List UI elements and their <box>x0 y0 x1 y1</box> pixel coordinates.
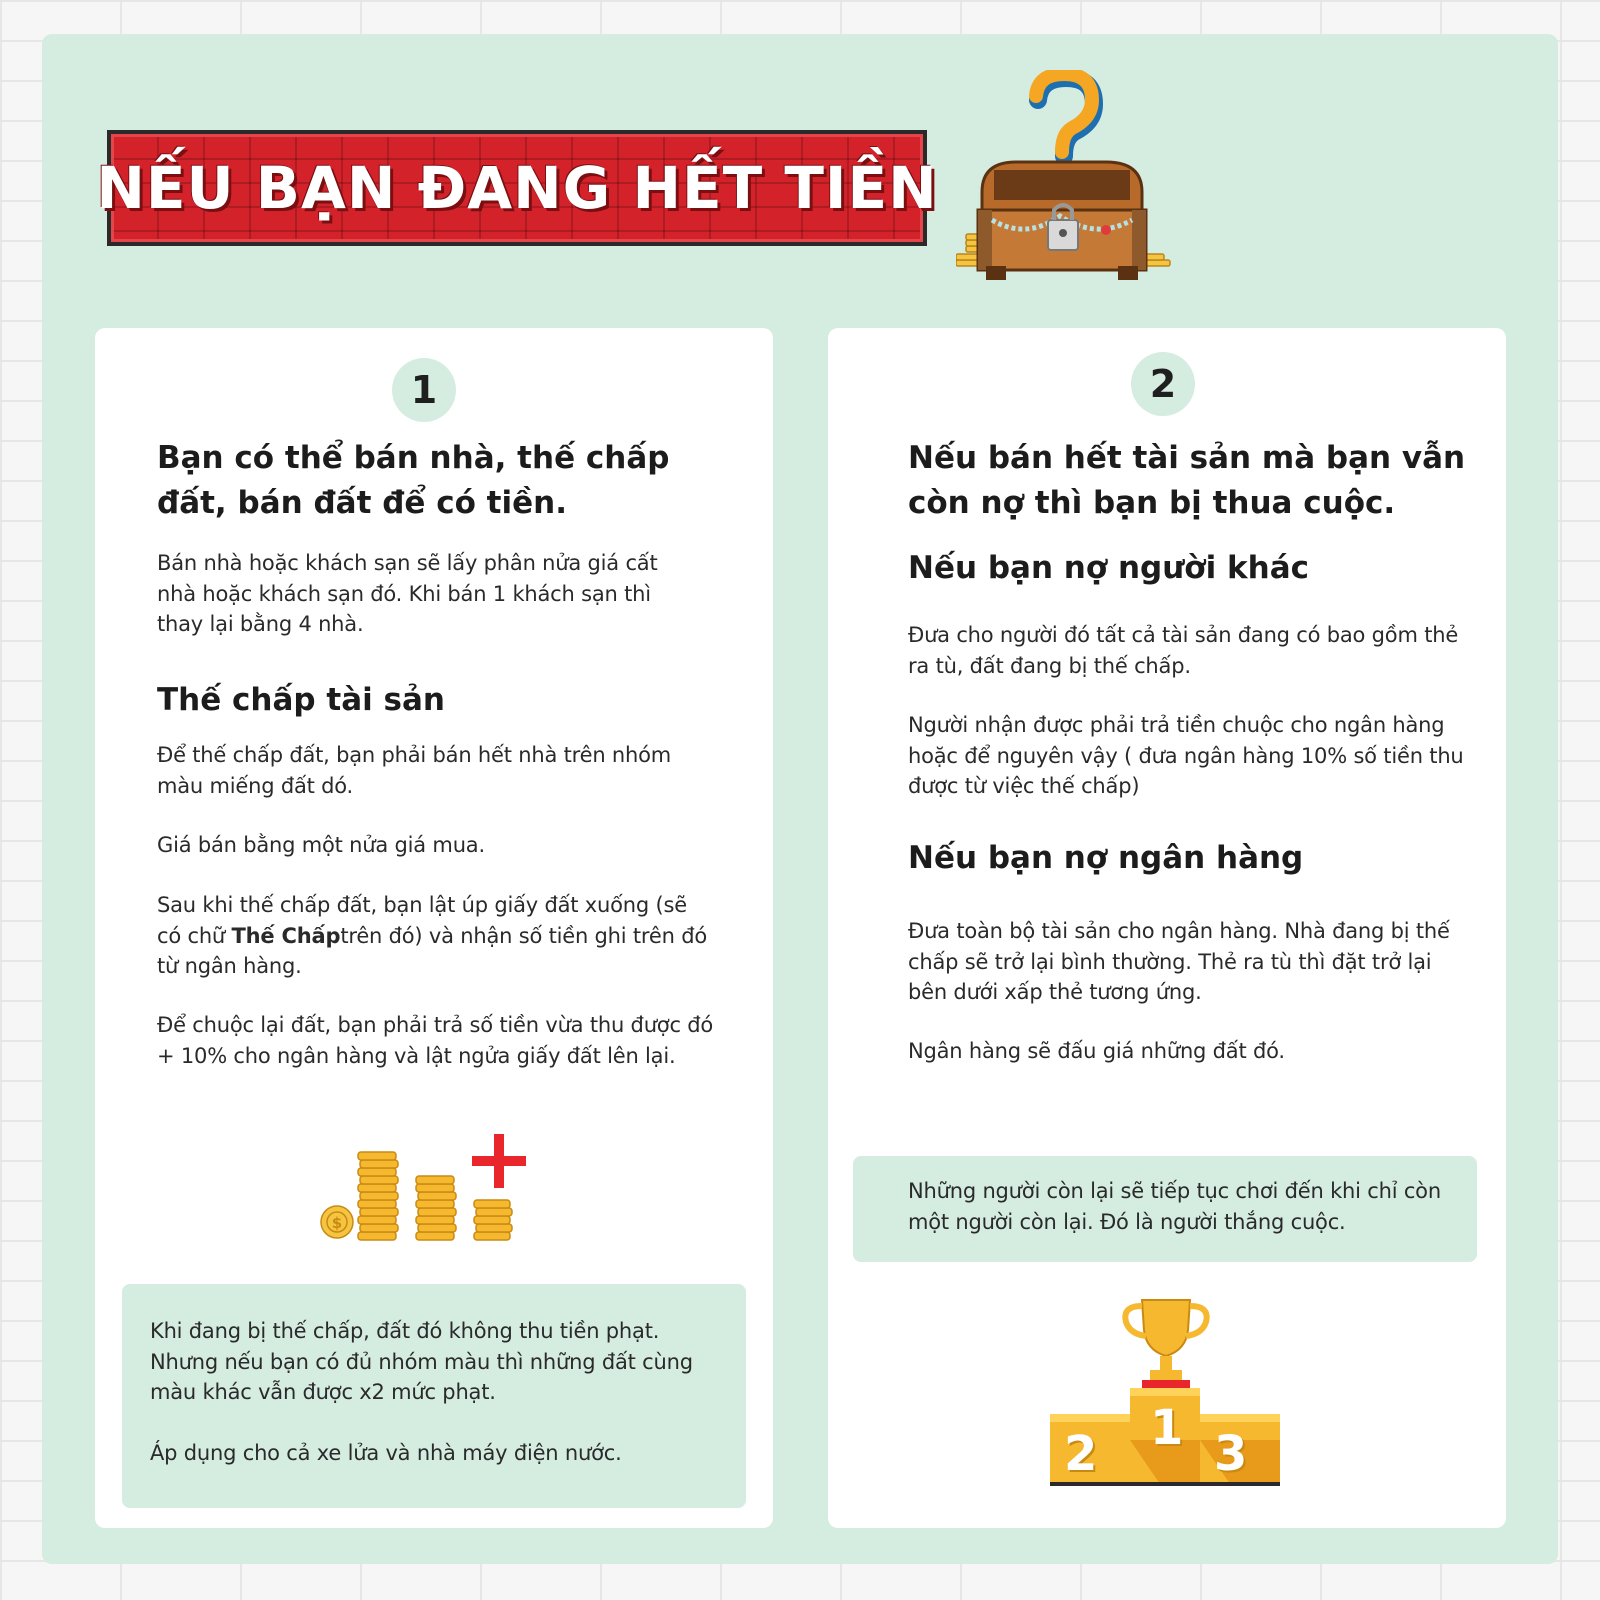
left-note-p1: Khi đang bị thế chấp, đất đó không thu tiền phạt. Nhưng nếu bạn có đủ nhóm màu thì những đất cùng màu khác vẫn được x2 mức phạt. <box>150 1319 693 1404</box>
left-heading: Bạn có thể bán nhà, thế chấp đất, bán đất để có tiền. <box>157 440 670 521</box>
podium-second-label: 2 <box>1064 1426 1098 1482</box>
debt-player-p2: Người nhận được phải trả tiền chuộc cho ngân hàng hoặc để nguyên vậy ( đưa ngân hàng 10% số tiền thu được từ việc thế chấp) <box>908 713 1464 798</box>
right-note-text: Những người còn lại sẽ tiếp tục chơi đến khi chỉ còn một người còn lại. Đó là người thắng cuộc. <box>908 1179 1441 1234</box>
left-note-box <box>122 1284 746 1508</box>
podium-first-label: 1 <box>1150 1400 1184 1456</box>
mortgage-p2: Giá bán bằng một nửa giá mua. <box>157 833 485 857</box>
mortgage-p3-end: trên đó) và nhận số tiền ghi trên đó từ ngân hàng. <box>157 923 707 978</box>
mortgage-subheading: Thế chấp tài sản <box>157 682 445 718</box>
podium-third-label: 3 <box>1214 1426 1248 1482</box>
treasure-chest-icon <box>956 70 1176 285</box>
debt-bank-p1: Đưa toàn bộ tài sản cho ngân hàng. Nhà đang bị thế chấp sẽ trở lại bình thường. Thẻ ra tù thì đặt trở lại bên dưới xấp thẻ tương ứng. <box>908 919 1450 1004</box>
left-note-p2: Áp dụng cho cả xe lửa và nhà máy điện nước. <box>150 1440 622 1465</box>
coin-stacks-icon <box>320 1128 530 1248</box>
left-intro: Bán nhà hoặc khách sạn sẽ lấy phân nửa giá cất nhà hoặc khách sạn đó. Khi bán 1 khách sạn thì thay lại bằng 4 nhà. <box>157 551 658 636</box>
debt-bank-subheading: Nếu bạn nợ ngân hàng <box>908 840 1304 876</box>
debt-player-subheading: Nếu bạn nợ người khác <box>908 550 1309 586</box>
title-banner <box>96 130 938 246</box>
right-panel <box>828 328 1506 1528</box>
step-number-badge: 2 <box>1131 352 1195 416</box>
mortgage-p4: Để chuộc lại đất, bạn phải trả số tiền vừa thu được đó + 10% cho ngân hàng và lật ngửa giấy đất lên lại. <box>157 1013 714 1068</box>
mortgage-p3 <box>157 890 717 982</box>
left-panel <box>95 328 773 1528</box>
right-heading: Nếu bán hết tài sản mà bạn vẫn còn nợ thì bạn bị thua cuộc. <box>908 440 1466 521</box>
debt-player-p1: Đưa cho người đó tất cả tài sản đang có bao gồm thẻ ra tù, đất đang bị thế chấp. <box>908 623 1459 678</box>
step-number-badge: 1 <box>392 358 456 422</box>
page-title: NẾU BẠN ĐANG HẾT TIỀN <box>96 154 938 222</box>
svg-text:$: $ <box>331 1214 343 1232</box>
mortgage-p1: Để thế chấp đất, bạn phải bán hết nhà trên nhóm màu miếng đất dó. <box>157 743 672 798</box>
mortgage-p3-start: Sau khi thế chấp đất, bạn lật úp giấy đất xuống (sẽ có chữ <box>157 893 687 948</box>
debt-bank-p2: Ngân hàng sẽ đấu giá những đất đó. <box>908 1039 1285 1063</box>
right-note-box <box>853 1156 1477 1262</box>
mortgage-p3-bold: Thế Chấp <box>231 923 341 948</box>
